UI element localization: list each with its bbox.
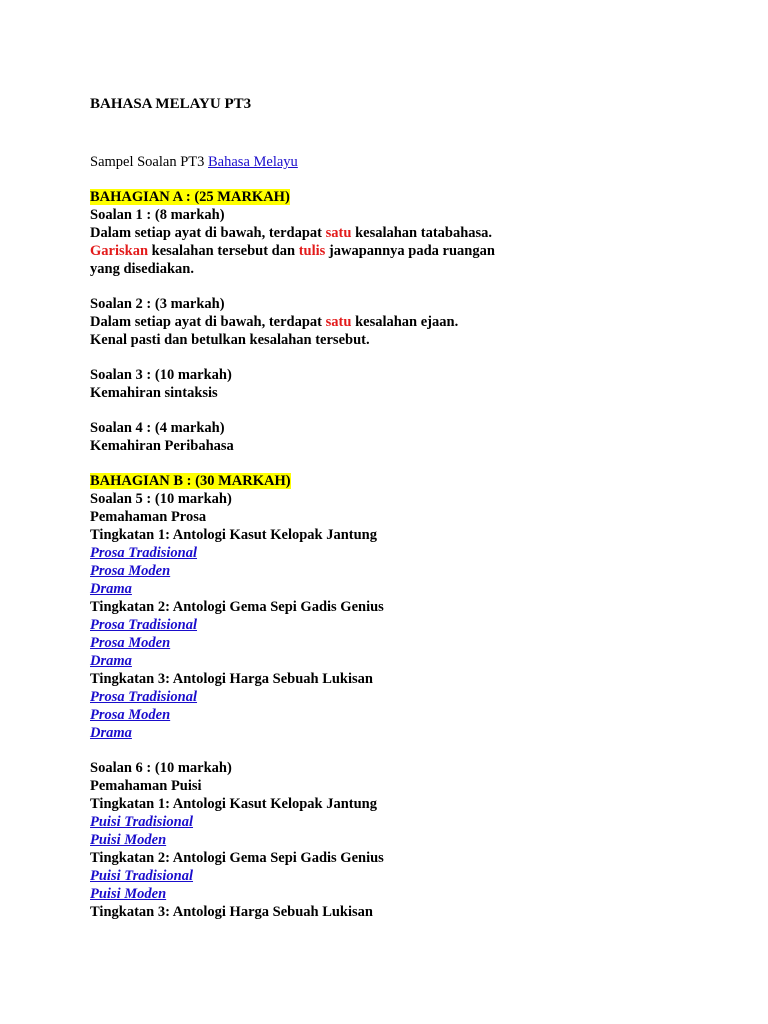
prosa-tradisional-link[interactable]: Prosa Tradisional xyxy=(90,545,198,561)
soalan-6-tingkatan-2: Tingkatan 2: Antologi Gema Sepi Gadis Genius xyxy=(90,850,384,866)
soalan-1-instruction-line-1 xyxy=(90,224,730,242)
puisi-tradisional-link[interactable]: Puisi Tradisional xyxy=(90,814,194,830)
instruction-text: Dalam setiap ayat di bawah, terdapat xyxy=(90,314,326,330)
bahagian-a-heading: BAHAGIAN A : (25 MARKAH) xyxy=(90,189,290,205)
prosa-moden-link[interactable]: Prosa Moden xyxy=(90,635,171,651)
soalan-1-instruction-line-3: yang disediakan. xyxy=(90,261,194,277)
instruction-text: kesalahan ejaan. xyxy=(351,314,459,330)
puisi-tradisional-link[interactable]: Puisi Tradisional xyxy=(90,868,194,884)
prosa-tradisional-link[interactable]: Prosa Tradisional xyxy=(90,617,198,633)
soalan-2-label: Soalan 2 : (3 markah) xyxy=(90,296,225,312)
soalan-3-desc: Kemahiran sintaksis xyxy=(90,385,218,401)
soalan-2-instruction-line-1 xyxy=(90,313,730,331)
page-title: BAHASA MELAYU PT3 xyxy=(90,96,252,112)
highlight-satu: satu xyxy=(325,225,352,241)
instruction-text: kesalahan tersebut dan xyxy=(148,243,299,259)
prosa-tradisional-link[interactable]: Prosa Tradisional xyxy=(90,689,198,705)
highlight-gariskan: Gariskan xyxy=(90,243,149,259)
bahagian-b-heading: BAHAGIAN B : (30 MARKAH) xyxy=(90,473,291,489)
drama-link[interactable]: Drama xyxy=(90,653,132,669)
highlight-tulis: tulis xyxy=(298,243,326,259)
soalan-6-tingkatan-3: Tingkatan 3: Antologi Harga Sebuah Lukisan xyxy=(90,904,373,920)
intro-text: Sampel Soalan PT3 xyxy=(90,154,209,170)
instruction-text: Dalam setiap ayat di bawah, terdapat xyxy=(90,225,326,241)
soalan-4-label: Soalan 4 : (4 markah) xyxy=(90,420,225,436)
soalan-4-desc: Kemahiran Peribahasa xyxy=(90,438,234,454)
drama-link[interactable]: Drama xyxy=(90,581,132,597)
puisi-moden-link[interactable]: Puisi Moden xyxy=(90,886,167,902)
soalan-3-label: Soalan 3 : (10 markah) xyxy=(90,367,232,383)
soalan-5-label: Soalan 5 : (10 markah) xyxy=(90,491,232,507)
soalan-5-tingkatan-1: Tingkatan 1: Antologi Kasut Kelopak Jantung xyxy=(90,527,377,543)
soalan-2-instruction-line-2: Kenal pasti dan betulkan kesalahan tersebut. xyxy=(90,332,370,348)
soalan-1-label: Soalan 1 : (8 markah) xyxy=(90,207,225,223)
drama-link[interactable]: Drama xyxy=(90,725,132,741)
prosa-moden-link[interactable]: Prosa Moden xyxy=(90,563,171,579)
instruction-text: jawapannya pada ruangan xyxy=(325,243,495,259)
intro-line xyxy=(90,153,730,171)
highlight-satu: satu xyxy=(325,314,352,330)
puisi-moden-link[interactable]: Puisi Moden xyxy=(90,832,167,848)
instruction-text: kesalahan tatabahasa. xyxy=(351,225,493,241)
prosa-moden-link[interactable]: Prosa Moden xyxy=(90,707,171,723)
soalan-5-tingkatan-3: Tingkatan 3: Antologi Harga Sebuah Lukisan xyxy=(90,671,373,687)
bahasa-melayu-link[interactable]: Bahasa Melayu xyxy=(208,154,298,170)
soalan-6-label: Soalan 6 : (10 markah) xyxy=(90,760,232,776)
soalan-6-tingkatan-1: Tingkatan 1: Antologi Kasut Kelopak Jantung xyxy=(90,796,377,812)
soalan-5-tingkatan-2: Tingkatan 2: Antologi Gema Sepi Gadis Genius xyxy=(90,599,384,615)
soalan-1-instruction-line-2 xyxy=(90,242,730,260)
soalan-6-desc: Pemahaman Puisi xyxy=(90,778,202,794)
soalan-5-desc: Pemahaman Prosa xyxy=(90,509,207,525)
document-body xyxy=(90,95,730,921)
